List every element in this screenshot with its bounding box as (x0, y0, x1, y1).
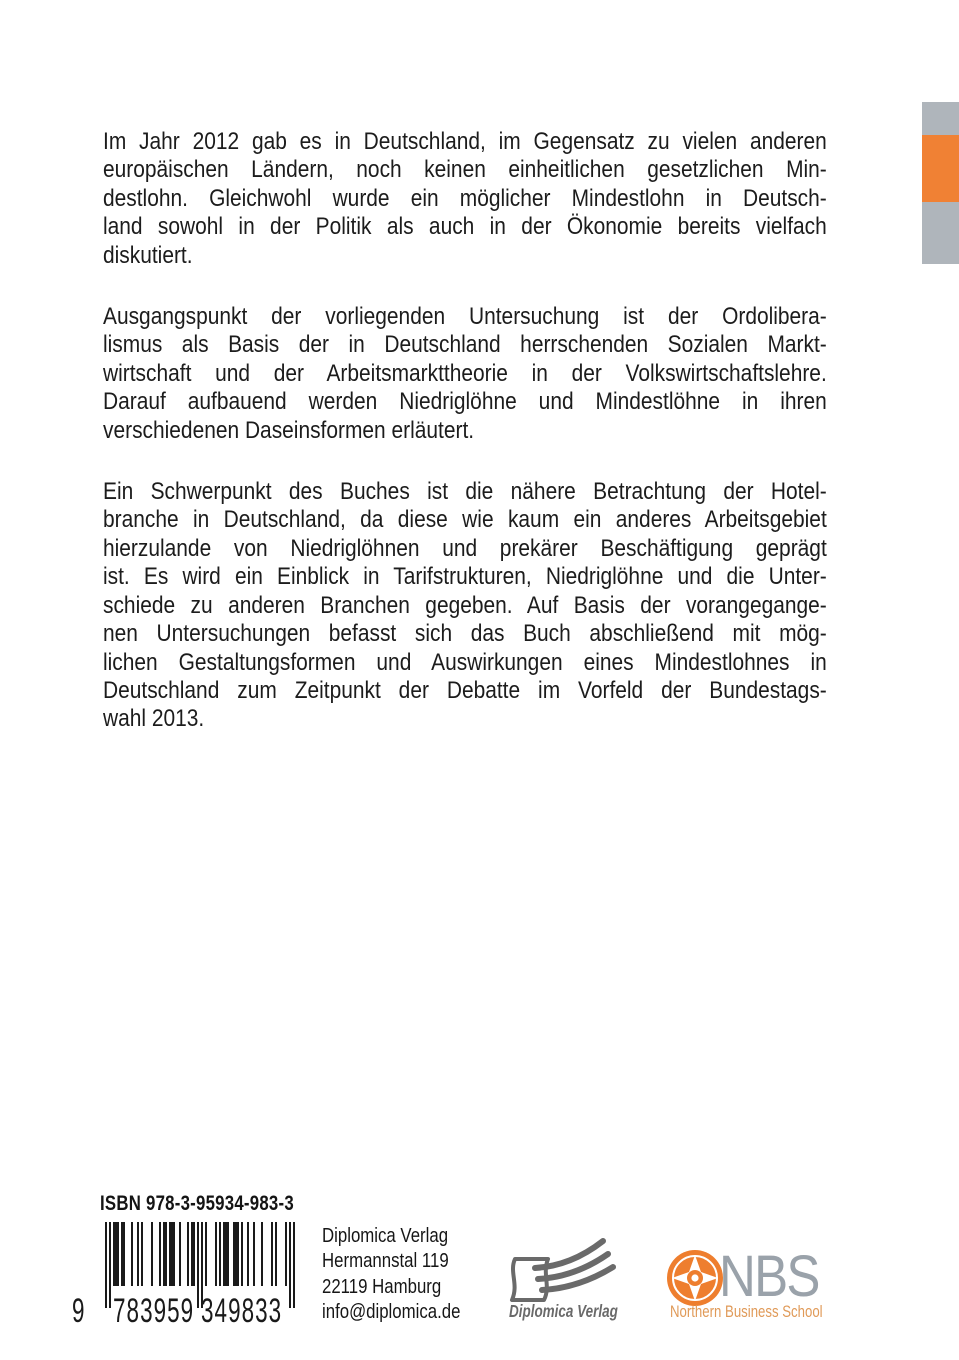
synopsis-line: lichen Gestaltungsformen und Auswirkungen eines Mindestlohnes in (103, 648, 827, 676)
publisher-address-line: Diplomica Verlag (322, 1225, 449, 1247)
synopsis-line: Darauf aufbauend werden Niedriglöhne und Mindestlöhne in ihren (103, 388, 827, 416)
barcode-digit-group-1: 783959 (113, 1292, 195, 1330)
synopsis-line: branche in Deutschland, da diese wie kaum ein anderes Arbeitsgebiet (103, 506, 827, 534)
nbs-compass-icon (666, 1249, 724, 1307)
synopsis-line: lismus als Basis der in Deutschland herrschenden Sozialen Markt- (103, 331, 827, 359)
isbn-label: ISBN 978-3-95934-983-3 (100, 1192, 294, 1215)
synopsis-line: Ausgangspunkt der vorliegenden Untersuchung ist der Ordolibera- (103, 303, 827, 331)
nbs-logo-caption: Northern Business School (670, 1303, 823, 1321)
synopsis-line: destlohn. Gleichwohl wurde ein möglicher Mindestlohn in Deutsch- (103, 184, 827, 212)
synopsis-line: Ein Schwerpunkt des Buches ist die nähere Betrachtung der Hotel- (103, 478, 827, 506)
synopsis-line: diskutiert. (103, 241, 193, 269)
spine-marker-orange-segment (922, 135, 959, 202)
synopsis-line: Deutschland zum Zeitpunkt der Debatte im Vorfeld der Bundestags- (103, 676, 827, 704)
nbs-logo-acronym: NBS (719, 1244, 819, 1309)
synopsis-paragraph (103, 128, 827, 270)
publisher-address-line: Hermannstal 119 (322, 1250, 449, 1273)
diplomica-logo-icon (503, 1234, 621, 1306)
publisher-address-line: 22119 Hamburg (322, 1275, 442, 1298)
synopsis-line: nen Untersuchungen befasst sich das Buch abschließend mit mög- (103, 620, 827, 648)
synopsis-line: schiede zu anderen Branchen gegeben. Auf Basis der vorangegange- (103, 591, 827, 619)
synopsis-line: hierzulande von Niedriglöhnen und prekärer Beschäftigung geprägt (103, 534, 827, 562)
barcode-bar (293, 1222, 295, 1308)
synopsis-line: wahl 2013. (103, 705, 205, 733)
synopsis-line: verschiedenen Daseinsformen erläutert. (103, 416, 475, 444)
synopsis-line: ist. Es wird ein Einblick in Tarifstrukturen, Niedriglöhne und die Unter- (103, 563, 827, 591)
publisher-address-line: info@diplomica.de (322, 1300, 461, 1323)
spine-marker-bar (922, 102, 959, 264)
synopsis-line: land sowohl in der Politik als auch in der Ökonomie bereits vielfach (103, 213, 827, 241)
synopsis-line: europäischen Ländern, noch keinen einheitlichen gesetzlichen Min- (103, 156, 827, 184)
synopsis-line: Im Jahr 2012 gab es in Deutschland, im Gegensatz zu vielen anderen (103, 128, 827, 155)
barcode-lead-digit: 9 (72, 1292, 86, 1330)
synopsis-paragraph (103, 478, 827, 734)
synopsis-line: wirtschaft und der Arbeitsmarkttheorie in der Volkswirtschaftslehre. (103, 359, 827, 387)
synopsis-paragraph (103, 303, 827, 445)
diplomica-logo-caption: Diplomica Verlag (509, 1301, 618, 1321)
barcode-digit-group-2: 349833 (201, 1292, 283, 1330)
synopsis (103, 128, 827, 767)
publisher-address (322, 1224, 460, 1325)
